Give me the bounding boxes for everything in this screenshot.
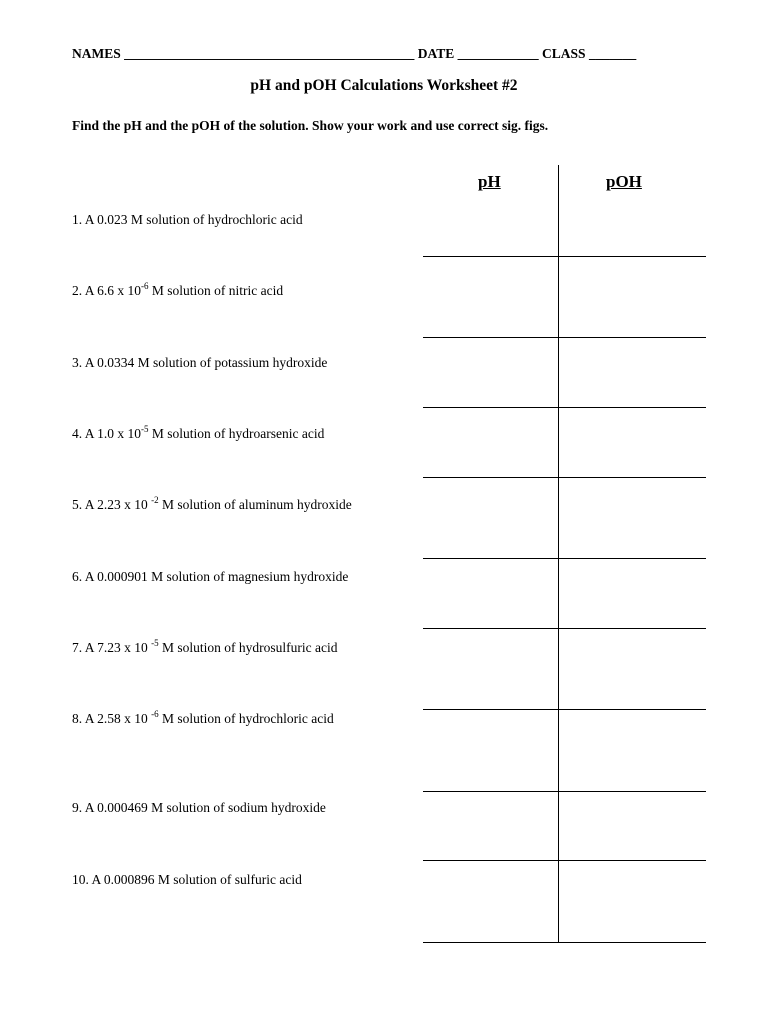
answer-row-line	[423, 709, 706, 710]
date-label: DATE	[417, 46, 455, 61]
answer-row-line	[423, 942, 706, 943]
instructions: Find the pH and the pOH of the solution. Show your work and use correct sig. figs.	[72, 118, 549, 133]
question-1: 1. A 0.023 M solution of hydrochloric acid	[72, 212, 303, 227]
ph-column-header: pH	[478, 172, 501, 191]
answer-row-line	[423, 337, 706, 338]
answer-row-line	[423, 256, 706, 257]
question-7: 7. A 7.23 x 10 $^{-5}$ M solution of hydrosulfuric acid	[72, 638, 338, 655]
column-divider	[558, 165, 559, 942]
class-blank: _______	[588, 46, 637, 61]
answer-row-line	[423, 558, 706, 559]
answer-row-line	[423, 791, 706, 792]
question-6: 6. A 0.000901 M solution of magnesium hydroxide	[72, 569, 349, 584]
date-blank: ____________	[457, 46, 539, 61]
class-label: CLASS	[542, 46, 586, 61]
question-8: 8. A 2.58 x 10 $^{-6}$ M solution of hydrochloric acid	[72, 709, 334, 726]
answer-row-line	[423, 407, 706, 408]
names-blank: ___________________________________________	[124, 46, 415, 61]
question-9: 9. A 0.000469 M solution of sodium hydroxide	[72, 800, 326, 815]
question-3: 3. A 0.0334 M solution of potassium hydroxide	[72, 355, 328, 370]
question-2: 2. A 6.6 x $10^{-6}$ M solution of nitric acid	[72, 281, 284, 298]
poh-column-header: pOH	[606, 172, 642, 191]
question-5: 5. A 2.23 x 10 $^{-2}$ M solution of aluminum hydroxide	[72, 495, 352, 512]
answer-row-line	[423, 860, 706, 861]
question-4: 4. A 1.0 x $10^{-5}$ M solution of hydroarsenic acid	[72, 424, 325, 441]
answer-row-line	[423, 477, 706, 478]
worksheet-title: pH and pOH Calculations Worksheet #2	[250, 77, 518, 94]
header-line	[72, 46, 636, 62]
names-label: NAMES	[72, 46, 121, 61]
answer-row-line	[423, 628, 706, 629]
question-10: 10. A 0.000896 M solution of sulfuric acid	[72, 872, 302, 887]
